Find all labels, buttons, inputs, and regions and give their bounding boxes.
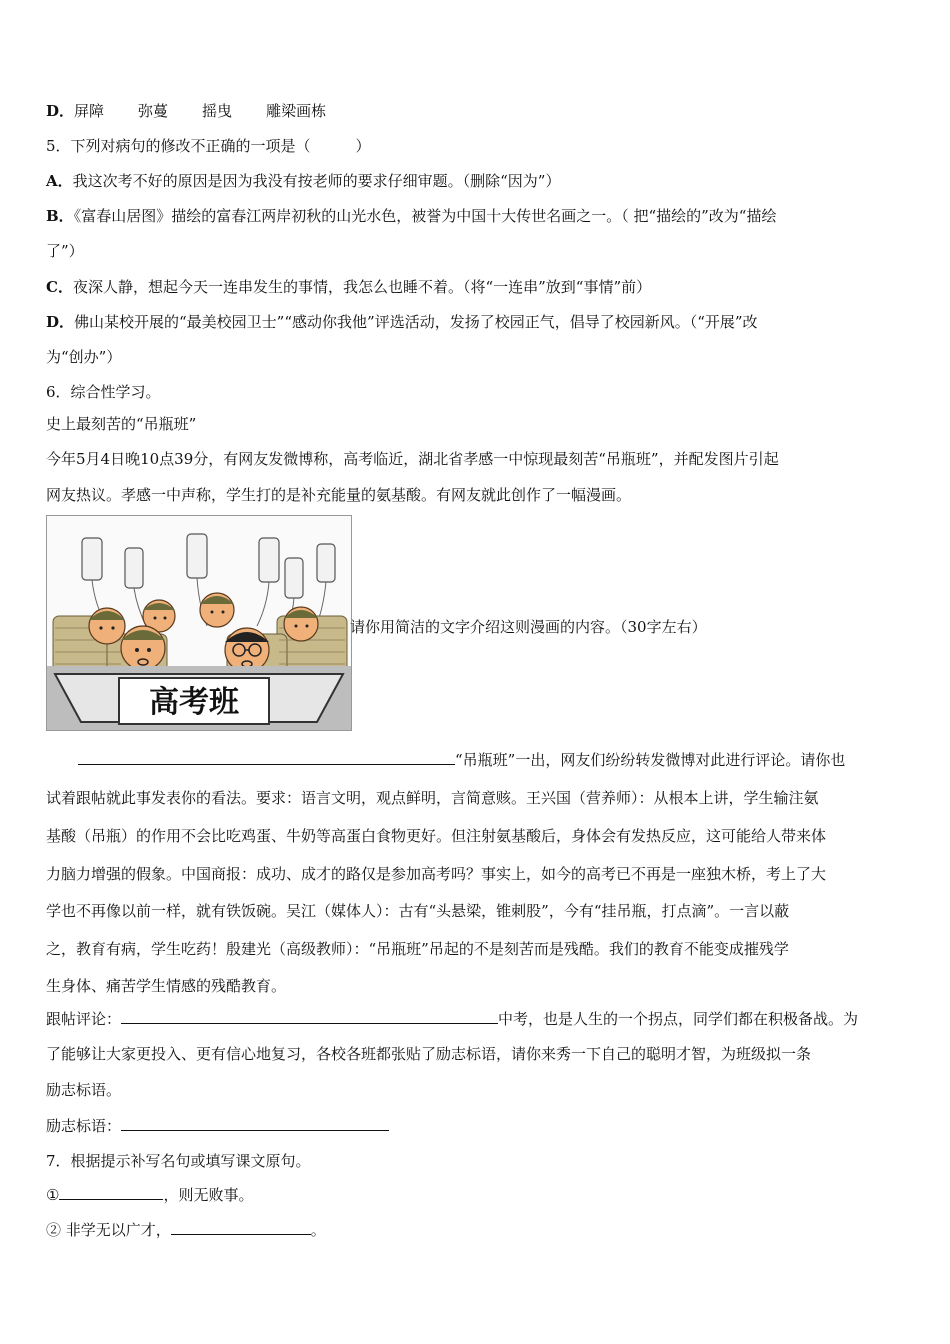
cartoon-image xyxy=(46,515,352,731)
comment-line xyxy=(46,1008,858,1030)
comment-label: 跟帖评论： xyxy=(46,1010,122,1028)
q6-stem: 6．综合性学习。 xyxy=(46,383,161,401)
q7-item-2 xyxy=(46,1219,326,1241)
paragraph-text: “吊瓶班”一出，网友们纷纷转发微博对此进行评论。请你也 xyxy=(455,751,846,769)
item-prefix: ② 非学无以广才， xyxy=(46,1221,171,1239)
item-suffix: ，则无败事。 xyxy=(163,1186,254,1204)
comment-blank[interactable] xyxy=(121,1008,498,1024)
q5-option-c xyxy=(46,276,651,298)
q7-item-1 xyxy=(46,1184,253,1206)
slogan-label: 励志标语： xyxy=(46,1117,122,1135)
slogan-line xyxy=(46,1115,389,1137)
q5-option-b-cont: 了”） xyxy=(46,242,84,260)
option-text: 《富春山居图》描绘的富春江两岸初秋的山光水色，被誉为中国十大传世名画之一。（ 把“描绘的”改为“描绘 xyxy=(73,207,777,225)
option-text: 我这次考不好的原因是因为我没有按老师的要求仔细审题。（删除“因为”） xyxy=(72,172,561,190)
q5-option-b xyxy=(46,205,776,227)
cartoon-sign-text: 高考班 xyxy=(149,685,239,720)
item-prefix: ① xyxy=(46,1186,60,1204)
option-word: 雕梁画栋 xyxy=(266,102,327,120)
q7-stem: 7．根据提示补写名句或填写课文原句。 xyxy=(46,1152,311,1170)
option-letter: D． xyxy=(46,313,75,331)
option-text: 夜深人静，想起今天一连串发生的事情，我怎么也睡不着。（将“一连串”放到“事情”前） xyxy=(72,278,652,296)
option-word: 屏障 xyxy=(74,102,105,120)
option-letter: A． xyxy=(46,172,73,190)
q6-paragraph: 生身体、痛苦学生情感的残酷教育。 xyxy=(46,977,287,995)
slogan-blank[interactable] xyxy=(121,1115,389,1131)
item-suffix: 。 xyxy=(310,1221,326,1239)
q6-paragraph: 之，教育有病，学生吃药！殷建光（高级教师）：“吊瓶班”吊起的不是刻苦而是残酷。我们的教育不能变成摧残学 xyxy=(46,940,789,958)
slogan-instructions-cont: 励志标语。 xyxy=(46,1081,122,1099)
q6-paragraph-first xyxy=(78,749,845,771)
option-text: 佛山某校开展的“最美校园卫士”“感动你我他”评选活动，发扬了校园正气，倡导了校园新风。（“开展”改 xyxy=(74,313,758,331)
option-word: 摇曳 xyxy=(202,102,233,120)
option-letter: C． xyxy=(46,278,73,296)
q5-option-d-cont: 为“创办”） xyxy=(46,348,122,366)
q7-blank-2[interactable] xyxy=(171,1219,311,1235)
q6-title: 史上最刻苦的“吊瓶班” xyxy=(46,415,197,433)
cartoon-prompt: 请你用简洁的文字介绍这则漫画的内容。（30字左右） xyxy=(350,618,707,636)
q6-intro-cont: 网友热议。孝感一中声称，学生打的是补充能量的氨基酸。有网友就此创作了一幅漫画。 xyxy=(46,486,632,504)
q5-stem: 5．下列对病句的修改不正确的一项是（ ） xyxy=(46,137,371,155)
comment-after: 中考，也是人生的一个拐点，同学们都在积极备战。为 xyxy=(498,1010,859,1028)
q7-blank-1[interactable] xyxy=(59,1184,163,1200)
q6-paragraph: 力脑力增强的假象。中国商报：成功、成才的路仅是参加高考吗？事实上，如今的高考已不再是一座独木桥，考上了大 xyxy=(46,865,827,883)
slogan-instructions: 了能够让大家更投入、更有信心地复习，各校各班都张贴了励志标语，请你来秀一下自己的聪明才智，为班级拟一条 xyxy=(46,1045,812,1063)
answer-blank[interactable] xyxy=(78,749,455,765)
q6-paragraph: 基酸（吊瓶）的作用不会比吃鸡蛋、牛奶等高蛋白食物更好。但注射氨基酸后，身体会有发热反应，这可能给人带来体 xyxy=(46,827,827,845)
q4-option-d xyxy=(46,100,326,122)
option-letter: D． xyxy=(46,102,75,120)
q5-option-a xyxy=(46,170,560,192)
q6-paragraph: 试着跟帖就此事发表你的看法。要求：语言文明，观点鲜明，言简意赅。王兴国（营养师）：从根本上讲，学生输注氨 xyxy=(46,789,819,807)
q5-option-d xyxy=(46,311,758,333)
q6-paragraph: 学也不再像以前一样，就有铁饭碗。吴江（媒体人）：古有“头悬梁，锥刺股”，今有“挂吊瓶，打点滴”。一言以蔽 xyxy=(46,902,790,920)
cartoon-drawing xyxy=(47,516,351,730)
option-letter: B． xyxy=(46,207,74,225)
q6-intro: 今年5月4日晚10点39分，有网友发微博称，高考临近，湖北省孝感一中惊现最刻苦“吊瓶班”，并配发图片引起 xyxy=(46,450,779,468)
option-word: 弥蔓 xyxy=(138,102,169,120)
